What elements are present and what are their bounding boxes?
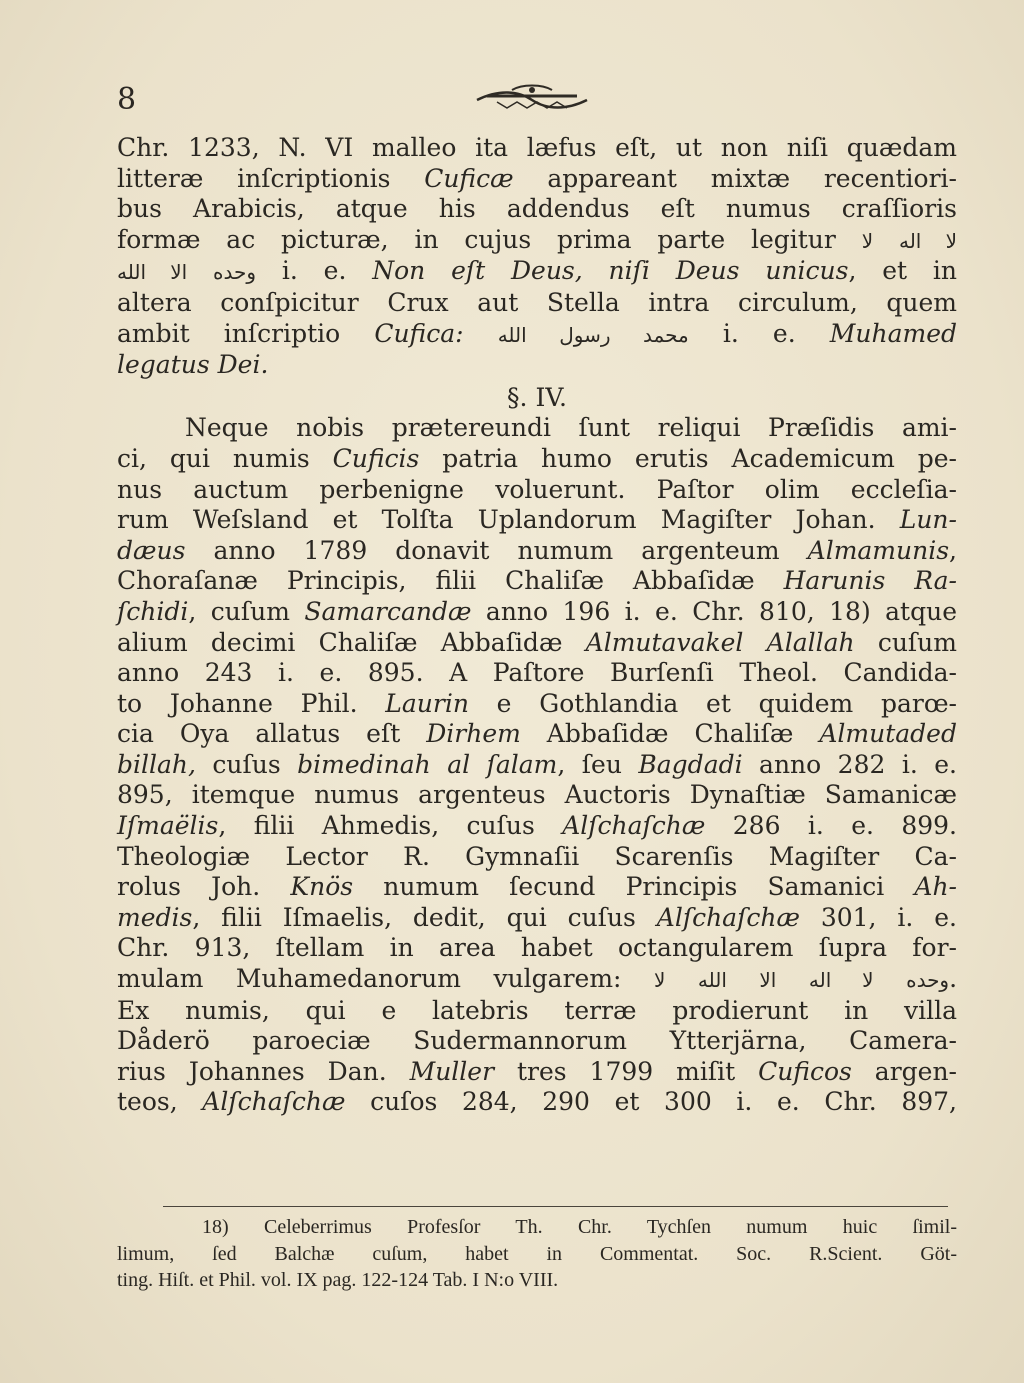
text-line <box>117 903 957 934</box>
italic-text-run: bimedinah al ſalam <box>297 749 558 779</box>
text-line <box>117 658 957 689</box>
text-run: litteræ inſcriptionis <box>117 163 425 193</box>
text-run: Choraſanæ Principis, filii Chaliſæ Abbaſidæ <box>117 566 784 596</box>
italic-text-run: ſchidi <box>117 596 189 626</box>
text-run: numum ſecund Principis Samanici <box>353 872 915 902</box>
text-run: cuſum <box>854 627 957 657</box>
text-line <box>117 256 957 288</box>
arabic-text-run: لا اله <box>808 968 874 993</box>
arabic-text-run: الا الله <box>117 260 188 285</box>
text-run: 301, i. e. <box>799 902 957 932</box>
footnote-line: limum, ſed Balchæ cuſum, habet in Commentat. Soc. R.Scient. Göt- <box>117 1242 957 1265</box>
text-run: cia Oya allatus eſt <box>117 719 427 749</box>
text-run: argen- <box>851 1056 958 1086</box>
arabic-text-run: لا اله <box>898 228 958 253</box>
italic-text-run: Dirhem <box>426 719 521 749</box>
main-text <box>117 133 957 1118</box>
text-run: teos, <box>117 1087 203 1117</box>
text-line <box>117 288 957 319</box>
text-run: 286 i. e. 899. <box>705 811 957 841</box>
text-line <box>117 872 957 903</box>
text-line <box>117 350 957 381</box>
text-line <box>117 933 957 964</box>
text-line <box>117 628 957 659</box>
text-line <box>117 842 957 873</box>
italic-text-run: Non eſt Deus, niſi Deus unicus <box>372 256 849 286</box>
italic-text-run: Bagdadi <box>638 749 743 779</box>
italic-text-run: Cufica: <box>374 318 464 348</box>
text-run <box>727 964 760 993</box>
text-run: . <box>949 964 958 994</box>
text-line <box>117 597 957 628</box>
text-run: anno 282 i. e. <box>742 749 957 779</box>
text-run: cuſus <box>195 749 298 779</box>
footnote <box>117 1214 957 1294</box>
text-line <box>117 475 957 506</box>
text-run: cuſos 284, 290 et 300 i. e. Chr. 897, <box>345 1087 957 1117</box>
italic-text-run: Knös <box>290 872 354 902</box>
text-line <box>117 780 957 811</box>
italic-text-run: Ah- <box>914 872 957 902</box>
text-line <box>117 566 957 597</box>
text-line <box>117 1087 957 1118</box>
text-run <box>874 964 907 993</box>
text-run: rum Weſsland et Tolſta Uplandorum Magiſter Johan. <box>117 505 900 535</box>
text-run: Chr. 1233, N. VI malleo ita læfus eſt, ut non niſi quædam <box>117 133 957 162</box>
text-run: , et in <box>848 256 957 286</box>
footnote-separator <box>163 1206 948 1207</box>
text-line <box>117 444 957 475</box>
page-number: 8 <box>117 82 137 117</box>
text-run: anno 1789 donavit numum argenteum <box>185 535 808 565</box>
italic-text-run: Almamunis <box>807 535 950 565</box>
italic-text-run: Lun- <box>899 505 957 535</box>
header-ornament-icon <box>467 82 597 118</box>
italic-text-run: Cuficis <box>332 443 420 473</box>
section-heading: §. IV. <box>507 382 567 412</box>
arabic-text-run: محمد رسول الله <box>497 322 689 347</box>
italic-text-run: Cuficæ <box>424 163 514 193</box>
text-run: , cuſum <box>188 596 305 626</box>
text-run: altera conſpicitur Crux aut Stella intra circulum, quem <box>117 287 957 317</box>
italic-text-run: Harunis Ra- <box>783 566 957 596</box>
text-line <box>117 689 957 720</box>
arabic-text-run: لا <box>861 228 874 253</box>
text-line <box>117 505 957 536</box>
italic-text-run: dæus <box>117 535 186 565</box>
text-run: appareant mixtæ recentiori- <box>513 163 957 193</box>
text-run: , filii Ahmedis, cuſus <box>218 811 563 841</box>
italic-text-run: Samarcandæ <box>304 596 472 626</box>
arabic-text-run: الله <box>697 968 727 993</box>
text-run <box>776 964 809 993</box>
text-run: i. e. <box>688 318 830 348</box>
italic-text-run: Alſchaſchæ <box>562 811 706 841</box>
text-line <box>117 319 957 351</box>
text-run <box>187 256 213 285</box>
text-line <box>117 225 957 257</box>
italic-text-run: Almutavakel Alallah <box>585 627 855 657</box>
italic-text-run: Muhamed <box>829 318 958 348</box>
text-run: mulam Muhamedanorum vulgarem: <box>117 964 654 994</box>
footnote-line: ting. Hiſt. et Phil. vol. IX pag. 122-124 Tab. I N:o VIII. <box>117 1269 559 1291</box>
paragraph-two <box>117 413 957 1118</box>
text-run: Neque nobis prætereundi ſunt reliqui Præſidis ami- <box>185 413 957 443</box>
text-run: Ex numis, qui e latebris terræ prodierunt in villa <box>117 995 957 1025</box>
text-line <box>117 194 957 225</box>
text-run: Dåderö paroeciæ Sudermannorum Ytterjärna, Camera- <box>117 1026 957 1056</box>
text-run: formæ ac picturæ, in cujus prima parte legitur <box>117 224 862 254</box>
text-run: anno 243 i. e. 895. A Paſtore Burſenſi Theol. Candida- <box>117 658 957 688</box>
text-run: rolus Joh. <box>117 872 291 902</box>
text-run: Abbaſidæ Chaliſæ <box>520 719 820 749</box>
italic-text-run: billah, <box>117 749 196 779</box>
italic-text-run: Muller <box>409 1056 495 1086</box>
text-run <box>464 319 498 348</box>
text-run: ambit inſcriptio <box>117 318 375 348</box>
page-header <box>117 80 957 120</box>
footnote-line: 18) Celeberrimus Profesſor Th. Chr. Tychſen numum huic ſimil- <box>202 1216 957 1238</box>
text-run: Theologiæ Lector R. Gymnaſii Scarenſis Magiſter Ca- <box>117 841 957 871</box>
text-run: , ſeu <box>557 749 639 779</box>
text-run: Chr. 913, ſtellam in area habet octangularem ſupra for- <box>117 933 957 963</box>
italic-text-run: medis <box>117 902 193 932</box>
text-run: patria humo erutis Academicum pe- <box>419 443 958 473</box>
text-run: to Johanne Phil. <box>117 688 386 718</box>
italic-text-run: Laurin <box>385 688 469 718</box>
arabic-text-run: لا <box>653 968 666 993</box>
text-run <box>665 964 698 993</box>
text-run: tres 1799 miſit <box>494 1056 759 1086</box>
text-line <box>117 536 957 567</box>
text-line <box>117 1057 957 1088</box>
text-run: rius Johannes Dan. <box>117 1056 410 1086</box>
text-run: ci, qui numis <box>117 443 333 473</box>
arabic-text-run: الا <box>759 968 777 993</box>
text-run: anno 196 i. e. Chr. 810, 18) atque <box>471 596 957 626</box>
text-line <box>117 964 957 996</box>
text-run <box>873 225 899 254</box>
italic-text-run: Alſchaſchæ <box>202 1087 346 1117</box>
italic-text-run: Cuficos <box>758 1056 852 1086</box>
text-run: e Gothlandia et quidem parœ- <box>468 688 958 718</box>
text-run: alium decimi Chaliſæ Abbaſidæ <box>117 627 586 657</box>
arabic-text-run: وحده <box>906 968 950 993</box>
text-run: 895, itemque numus argenteus Auctoris Dynaſtiæ Samanicæ <box>117 780 957 810</box>
text-line <box>117 164 957 195</box>
text-line <box>117 750 957 781</box>
italic-text-run: Almutaded <box>819 719 957 749</box>
italic-text-run: Iſmaëlis <box>117 811 219 841</box>
text-line <box>117 719 957 750</box>
arabic-text-run: وحده <box>213 260 257 285</box>
text-run: nus auctum perbenigne voluerunt. Paſtor olim eccleſia- <box>117 474 957 504</box>
paragraph-one <box>117 133 957 381</box>
text-line <box>117 413 957 444</box>
text-line <box>117 811 957 842</box>
text-line <box>117 1026 957 1057</box>
text-line <box>117 996 957 1027</box>
italic-text-run: legatus Dei. <box>117 350 269 380</box>
italic-text-run: Alſchaſchæ <box>656 902 800 932</box>
text-run: , filii Iſmaelis, dedit, qui cuſus <box>192 902 657 932</box>
text-run: bus Arabicis, atque his addendus eſt numus craſſioris <box>117 194 957 224</box>
text-run: , <box>949 535 957 565</box>
text-line <box>117 133 957 164</box>
text-run: i. e. <box>256 256 373 286</box>
